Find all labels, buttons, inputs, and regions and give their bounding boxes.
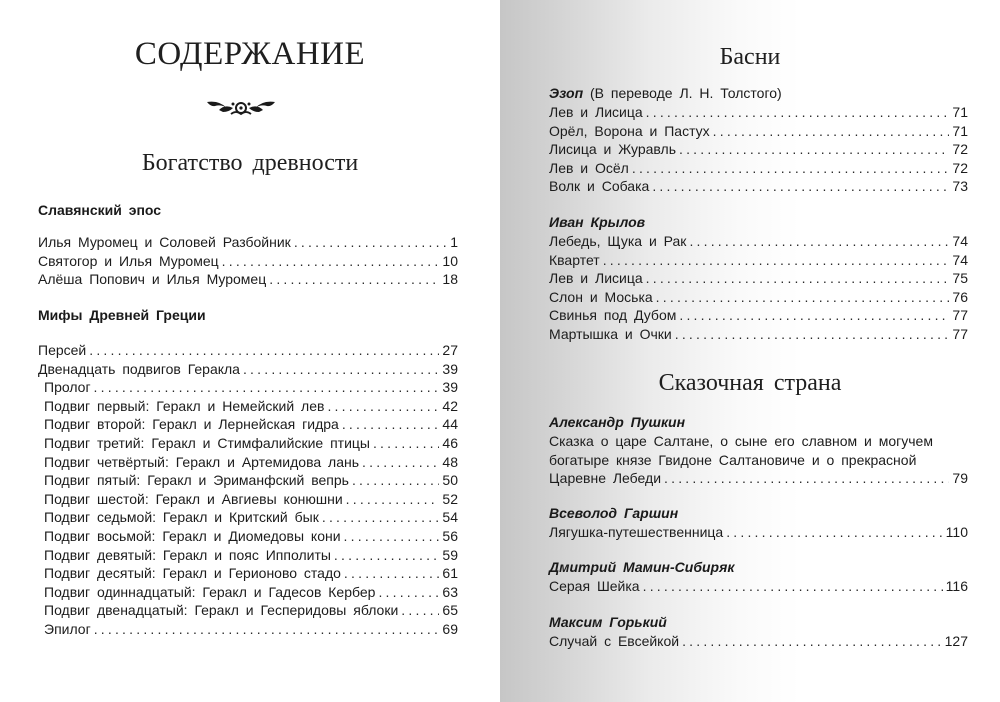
entry-page-number: 75 (952, 270, 968, 287)
entry-page-number: 39 (442, 360, 458, 377)
toc-entry[interactable] (38, 252, 458, 271)
dot-leader (327, 397, 439, 416)
dot-leader (682, 632, 942, 651)
dot-leader (334, 546, 440, 565)
entry-page-number: 54 (442, 509, 458, 526)
entry-title: Подвиг двенадцатый: Геракл и Гесперидовы яблоки (44, 602, 399, 619)
dot-leader (679, 140, 949, 159)
toc-entry[interactable] (549, 140, 968, 159)
entry-title: Подвиг третий: Геракл и Стимфалийские птицы (44, 434, 370, 451)
dot-leader (322, 508, 440, 527)
entry-page-number: 71 (952, 122, 968, 139)
dot-leader (243, 360, 439, 379)
entry-page-number: 42 (442, 397, 458, 414)
entry-page-number: 61 (442, 565, 458, 582)
dot-leader (94, 378, 440, 397)
toc-entry[interactable] (549, 232, 968, 251)
toc-list-mamin-sibiryak (549, 577, 968, 596)
dot-leader (646, 269, 950, 288)
entry-page-number: 73 (952, 178, 968, 195)
entry-page-number: 76 (952, 288, 968, 305)
right-page (500, 0, 1000, 702)
entry-page-number: 10 (442, 252, 458, 269)
dot-leader (344, 564, 440, 583)
entry-title: Подвиг девятый: Геракл и пояс Ипполиты (44, 546, 331, 563)
dot-leader (646, 103, 950, 122)
dot-leader (344, 527, 440, 546)
author-heading-mamin-sibiryak: Дмитрий Мамин-Сибиряк (549, 559, 735, 575)
author-heading-krylov: Иван Крылов (549, 214, 646, 230)
entry-title: Илья Муромец и Соловей Разбойник (38, 234, 291, 250)
entry-page-number: 72 (952, 141, 968, 158)
toc-entry[interactable] (549, 177, 968, 196)
toc-entry[interactable] (549, 103, 968, 122)
toc-list-garshin (549, 523, 968, 542)
toc-entry[interactable] (549, 269, 968, 288)
toc-entry[interactable] (38, 434, 458, 453)
toc-entry[interactable] (38, 564, 458, 583)
entry-title: Лебедь, Щука и Рак (549, 233, 687, 249)
entry-title: Подвиг второй: Геракл и Лернейская гидра (44, 416, 339, 433)
dot-leader (362, 453, 439, 472)
entry-title: Двенадцать подвигов Геракла (38, 360, 240, 377)
dot-leader (269, 270, 439, 289)
toc-entry[interactable] (38, 341, 458, 360)
entry-title: Эпилог (44, 620, 91, 637)
entry-page-number: 74 (952, 251, 968, 268)
toc-entry[interactable] (38, 527, 458, 546)
author-heading-aesop (549, 85, 782, 101)
toc-entry[interactable] (549, 288, 968, 307)
entry-title-line: богатыре князе Гвидоне Салтановиче и о прекрасной (549, 451, 917, 468)
entry-page-number: 39 (442, 379, 458, 396)
entry-page-number: 110 (945, 524, 968, 540)
entry-page-number: 77 (952, 325, 968, 342)
dot-leader (378, 583, 439, 602)
dot-leader (675, 325, 950, 344)
author-heading-gorky: Максим Горький (549, 614, 667, 630)
entry-page-number: 48 (442, 453, 458, 470)
toc-entry[interactable] (38, 601, 458, 620)
entry-title: Подвиг десятый: Геракл и Герионово стадо (44, 565, 341, 582)
toc-entry[interactable] (38, 546, 458, 565)
contents-title: СОДЕРЖАНИЕ (134, 36, 366, 72)
toc-list-slavic-epic (38, 233, 458, 289)
entry-page-number: 65 (442, 602, 458, 619)
toc-entry[interactable] (38, 583, 458, 602)
author-heading-garshin: Всеволод Гаршин (549, 505, 679, 521)
entry-title: Лисица и Журавль (549, 141, 676, 158)
toc-entry[interactable] (549, 469, 968, 488)
entry-page-number: 1 (450, 234, 458, 250)
toc-entry[interactable] (549, 325, 968, 344)
entry-title: Лев и Лисица (549, 270, 643, 287)
entry-title: Персей (38, 342, 87, 358)
entry-page-number: 79 (952, 470, 968, 487)
dot-leader (679, 306, 949, 325)
entry-title: Подвиг первый: Геракл и Немейский лев (44, 397, 325, 414)
entry-page-number: 52 (442, 490, 458, 507)
dot-leader (643, 577, 943, 596)
dot-leader (94, 620, 440, 639)
entry-title: Подвиг восьмой: Геракл и Диомедовы кони (44, 527, 341, 544)
toc-list-krylov (549, 232, 968, 344)
toc-entry[interactable] (38, 471, 458, 490)
entry-title: Волк и Собака (549, 178, 650, 195)
entry-page-number: 18 (442, 271, 458, 288)
toc-entry[interactable] (549, 523, 968, 542)
dot-leader (342, 415, 440, 434)
toc-entry[interactable] (549, 306, 968, 325)
toc-entry[interactable] (38, 508, 458, 527)
toc-entry[interactable] (38, 270, 458, 289)
toc-list-greek-myths (38, 341, 458, 639)
entry-page-number: 72 (952, 159, 968, 176)
dot-leader (603, 251, 950, 270)
part-title-fairyland: Сказочная страна (658, 370, 842, 396)
entry-title: Подвиг шестой: Геракл и Авгиевы конюшни (44, 490, 343, 507)
entry-page-number: 50 (442, 472, 458, 489)
entry-page-number: 56 (442, 527, 458, 544)
author-heading-pushkin: Александр Пушкин (549, 414, 686, 430)
dot-leader (89, 341, 439, 360)
entry-title: Квартет (549, 251, 600, 268)
author-name: Эзоп (549, 85, 584, 101)
dot-leader (346, 490, 440, 509)
part-title-antiquity: Богатство древности (141, 150, 359, 176)
dot-leader (656, 288, 950, 307)
toc-entry[interactable] (549, 577, 968, 596)
dot-leader (632, 159, 950, 178)
entry-title: Подвиг одиннадцатый: Геракл и Гадесов Кербер (44, 583, 376, 600)
toc-entry[interactable] (38, 378, 458, 397)
entry-page-number: 27 (442, 342, 458, 358)
entry-title: Мартышка и Очки (549, 325, 672, 342)
toc-entry[interactable] (549, 159, 968, 178)
entry-title: Лев и Лисица (549, 104, 643, 120)
toc-list-pushkin (549, 432, 968, 488)
entry-title: Лев и Осёл (549, 159, 629, 176)
toc-entry[interactable] (549, 122, 968, 141)
entry-title: Лягушка-путешественница (549, 524, 724, 540)
entry-page-number: 127 (944, 633, 968, 649)
entry-title: Слон и Моська (549, 288, 653, 305)
entry-page-number: 77 (952, 307, 968, 324)
entry-page-number: 116 (945, 578, 968, 594)
entry-title: Подвиг пятый: Геракл и Эриманфский вепрь (44, 472, 349, 489)
dot-leader (726, 523, 942, 542)
toc-entry[interactable] (38, 620, 458, 639)
entry-page-number: 44 (442, 416, 458, 433)
part-title-fables: Басни (719, 44, 781, 70)
dot-leader (352, 471, 439, 490)
entry-page-number: 71 (952, 104, 968, 120)
dot-leader (689, 232, 949, 251)
section-heading-greek-myths: Мифы Древней Греции (38, 307, 206, 323)
toc-entry[interactable] (38, 415, 458, 434)
entry-title: Алёша Попович и Илья Муромец (38, 271, 267, 288)
entry-page-number: 69 (442, 620, 458, 637)
toc-entry[interactable] (38, 360, 458, 379)
entry-title: Пролог (44, 379, 91, 396)
entry-page-number: 59 (442, 546, 458, 563)
section-heading-slavic-epic: Славянский эпос (38, 202, 162, 218)
toc-entry[interactable] (38, 397, 458, 416)
entry-title: Святогор и Илья Муромец (38, 252, 219, 269)
entry-title-line: Сказка о царе Салтане, о сыне его славном и могучем (549, 433, 933, 449)
toc-entry[interactable] (38, 490, 458, 509)
dot-leader (664, 469, 949, 488)
entry-title: Орёл, Ворона и Пастух (549, 122, 710, 139)
entry-title: Серая Шейка (549, 578, 640, 594)
entry-title: Царевне Лебеди (549, 470, 662, 487)
entry-page-number: 46 (442, 434, 458, 451)
dot-leader (652, 177, 949, 196)
ornament-flourish-icon (205, 96, 277, 118)
entry-title: Подвиг четвёртый: Геракл и Артемидова лань (44, 453, 360, 470)
toc-entry[interactable] (549, 632, 968, 651)
toc-entry[interactable] (38, 453, 458, 472)
translation-note: (В переводе Л. Н. Толстого) (590, 85, 782, 101)
entry-title: Свинья под Дубом (549, 307, 677, 324)
dot-leader (294, 233, 447, 252)
dot-leader (222, 252, 440, 271)
entry-page-number: 74 (952, 233, 968, 249)
dot-leader (713, 122, 950, 141)
dot-leader (373, 434, 439, 453)
entry-title: Случай с Евсейкой (549, 633, 680, 649)
toc-list-aesop (549, 103, 968, 196)
toc-entry[interactable] (38, 233, 458, 252)
dot-leader (401, 601, 439, 620)
toc-entry[interactable] (549, 251, 968, 270)
entry-page-number: 63 (442, 583, 458, 600)
entry-title: Подвиг седьмой: Геракл и Критский бык (44, 509, 319, 526)
toc-list-gorky (549, 632, 968, 651)
